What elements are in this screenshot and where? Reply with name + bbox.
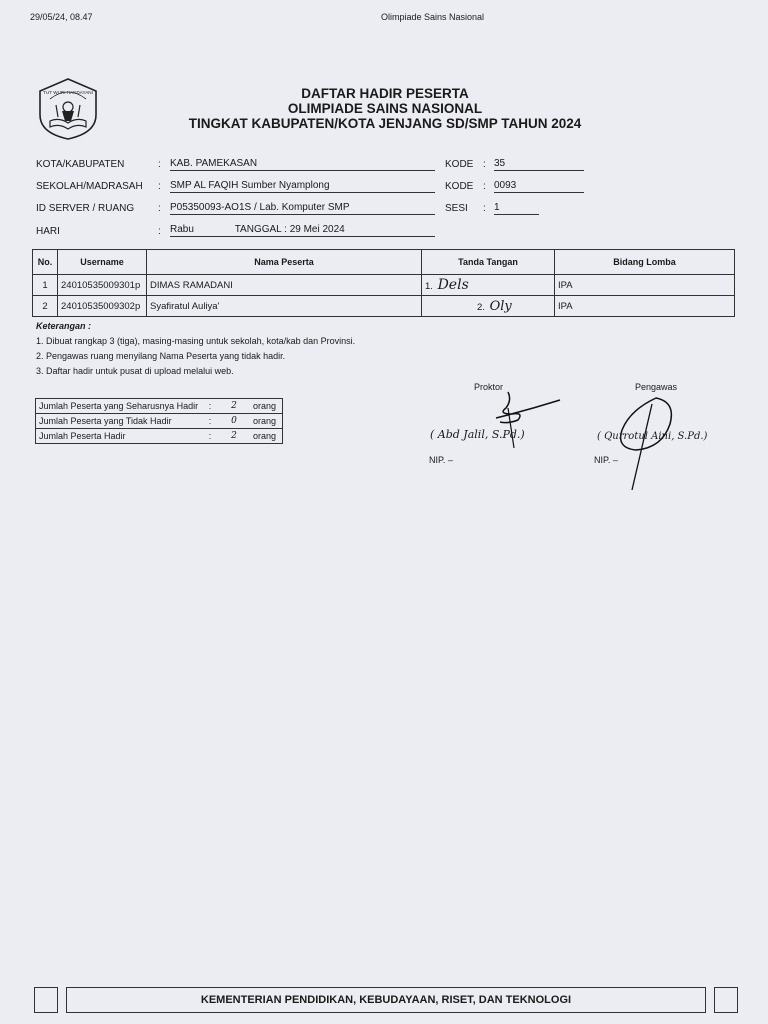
- cell-no: 2: [33, 296, 58, 317]
- tanggal-value: 29 Mei 2024: [289, 224, 345, 235]
- summary-unit: orang: [250, 414, 283, 429]
- cell-no: 1: [33, 275, 58, 296]
- pengawas-label: Pengawas: [635, 382, 678, 392]
- kode2-value: 0093: [494, 180, 584, 193]
- cell-username: 24010535009302p: [58, 296, 147, 317]
- server-label: ID SERVER / RUANG: [36, 203, 135, 214]
- summary-colon: :: [202, 399, 218, 414]
- keterangan-item: 3. Daftar hadir untuk pusat di upload melalui web.: [36, 366, 234, 376]
- print-page-title: Olimpiade Sains Nasional: [381, 12, 485, 22]
- kode1-value: 35: [494, 158, 584, 171]
- hari-field: [170, 224, 435, 237]
- kota-value: KAB. PAMEKASAN: [170, 158, 435, 171]
- summary-unit: orang: [250, 399, 283, 414]
- kode2-colon: :: [483, 181, 486, 192]
- kode2-label: KODE: [445, 181, 474, 192]
- sekolah-colon: :: [158, 181, 161, 192]
- col-nama: Nama Peserta: [147, 250, 422, 275]
- footer-left-box: [34, 987, 58, 1013]
- table-header-row: [33, 250, 735, 275]
- signature-number: 1.: [425, 281, 433, 292]
- cell-nama: Syafiratul Auliya': [147, 296, 422, 317]
- keterangan-item: 2. Pengawas ruang menyilang Nama Peserta yang tidak hadir.: [36, 351, 286, 361]
- summary-value: 2: [218, 399, 250, 414]
- kode1-colon: :: [483, 159, 486, 170]
- cell-nama: DIMAS RAMADANI: [147, 275, 422, 296]
- summary-label: Jumlah Peserta yang Tidak Hadir: [36, 414, 203, 429]
- footer-ministry: KEMENTERIAN PENDIDIKAN, KEBUDAYAAN, RISET, DAN TEKNOLOGI: [66, 987, 706, 1013]
- keterangan: [36, 319, 355, 379]
- print-datetime: 29/05/24, 08.47: [30, 12, 93, 22]
- summary-table: [35, 398, 283, 444]
- sekolah-label: SEKOLAH/MADRASAH: [36, 181, 143, 192]
- cell-bidang: IPA: [555, 275, 735, 296]
- summary-label: Jumlah Peserta Hadir: [36, 429, 203, 444]
- summary-row: [36, 414, 283, 429]
- sesi-value: 1: [494, 202, 539, 215]
- table-row: [33, 275, 735, 296]
- footer-right-box: [714, 987, 738, 1013]
- hari-label: HARI: [36, 226, 60, 237]
- pengawas-name: ( Qurrotul Aini, S.Pd.): [597, 431, 708, 442]
- title-line-2: OLIMPIADE SAINS NASIONAL: [287, 101, 483, 116]
- summary-value: 2: [218, 429, 250, 444]
- summary-colon: :: [202, 414, 218, 429]
- document-title: [150, 86, 620, 131]
- attendance-table: [32, 249, 735, 317]
- proktor-name: ( Abd Jalil, S.Pd.): [430, 428, 525, 441]
- server-colon: :: [158, 203, 161, 214]
- summary-label: Jumlah Peserta yang Seharusnya Hadir: [36, 399, 203, 414]
- summary-row: [36, 399, 283, 414]
- tut-wuri-handayani-emblem-icon: [36, 77, 100, 141]
- table-row: [33, 296, 735, 317]
- hari-value: Rabu: [170, 224, 194, 235]
- col-bidang: Bidang Lomba: [555, 250, 735, 275]
- logo-motto: TUT WURI HANDAYANI: [43, 90, 93, 95]
- col-username: Username: [58, 250, 147, 275]
- kota-label: KOTA/KABUPATEN: [36, 159, 125, 170]
- keterangan-title: Keterangan :: [36, 321, 92, 331]
- tanggal-label: TANGGAL :: [234, 224, 287, 235]
- summary-value: 0: [218, 414, 250, 429]
- title-line-1: DAFTAR HADIR PESERTA: [301, 86, 469, 101]
- keterangan-item: 1. Dibuat rangkap 3 (tiga), masing-masing untuk sekolah, kota/kab dan Provinsi.: [36, 336, 356, 346]
- summary-colon: :: [202, 429, 218, 444]
- cell-signature: [422, 296, 555, 317]
- col-no: No.: [33, 250, 58, 275]
- server-value: P05350093-AO1S / Lab. Komputer SMP: [170, 202, 435, 215]
- pengawas-signature-icon: [606, 390, 686, 495]
- kode1-label: KODE: [445, 159, 474, 170]
- proktor-label: Proktor: [474, 382, 504, 392]
- signature-number: 2.: [477, 301, 485, 313]
- hari-colon: :: [158, 226, 161, 237]
- summary-unit: orang: [250, 429, 283, 444]
- cell-bidang: IPA: [555, 296, 735, 317]
- cell-username: 24010535009301p: [58, 275, 147, 296]
- sekolah-value: SMP AL FAQIH Sumber Nyamplong: [170, 180, 435, 193]
- title-line-3: TINGKAT KABUPATEN/KOTA JENJANG SD/SMP TAHUN 2024: [188, 116, 582, 131]
- signature-mark: Oly: [489, 298, 512, 314]
- summary-row: [36, 429, 283, 444]
- proktor-nip: NIP. –: [429, 455, 453, 465]
- signature-mark: Dels: [437, 277, 469, 293]
- pengawas-nip: NIP. –: [594, 455, 618, 465]
- col-tanda-tangan: Tanda Tangan: [422, 250, 555, 275]
- cell-signature: [422, 275, 555, 296]
- sesi-label: SESI: [445, 203, 468, 214]
- kota-colon: :: [158, 159, 161, 170]
- sesi-colon: :: [483, 203, 486, 214]
- proktor-signature-icon: [478, 388, 568, 458]
